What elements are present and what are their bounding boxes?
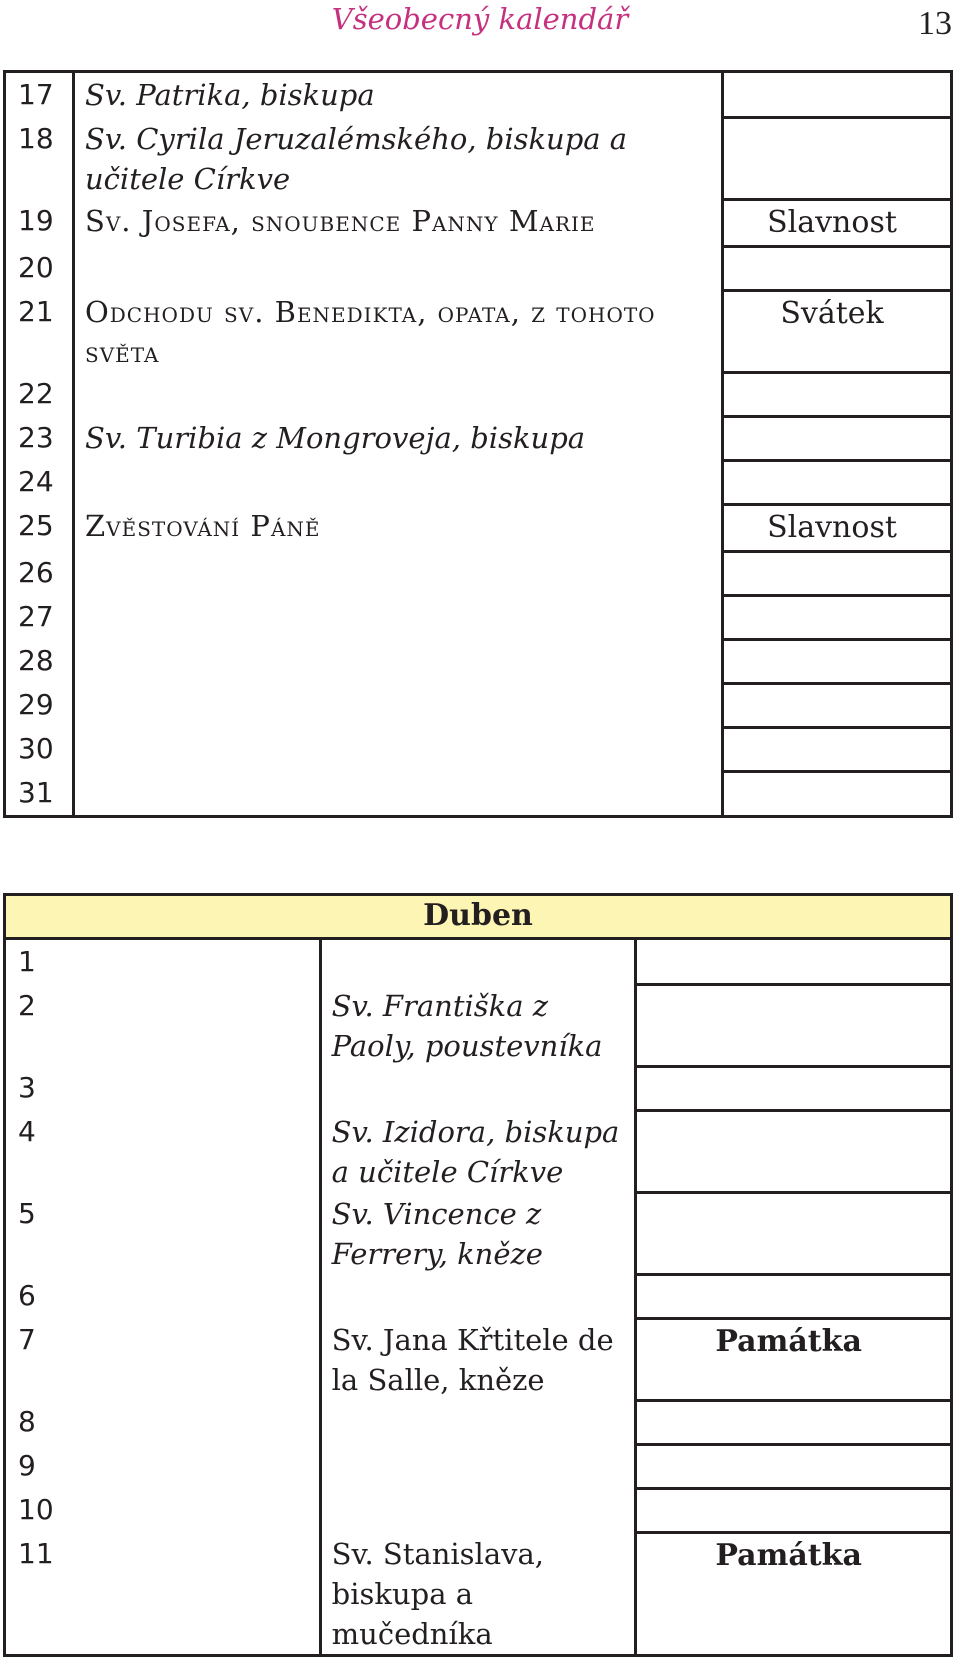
feast-name bbox=[320, 1066, 636, 1110]
day-number: 26 bbox=[5, 551, 74, 595]
calendar-row bbox=[5, 290, 952, 372]
month-header-row bbox=[5, 895, 952, 939]
feast-name bbox=[320, 1444, 636, 1488]
feast-rank bbox=[636, 1066, 952, 1110]
calendar-row bbox=[5, 372, 952, 416]
feast-rank bbox=[723, 416, 952, 460]
feast-rank bbox=[723, 683, 952, 727]
calendar-row bbox=[5, 504, 952, 551]
calendar-row bbox=[5, 1488, 952, 1532]
day-number: 31 bbox=[5, 771, 74, 817]
feast-rank bbox=[723, 771, 952, 817]
day-number: 23 bbox=[5, 416, 74, 460]
month-name: Duben bbox=[5, 895, 952, 939]
calendar-row bbox=[5, 551, 952, 595]
feast-name: Sv. Josefa, snoubence Panny Marie bbox=[74, 199, 723, 246]
feast-name bbox=[74, 551, 723, 595]
feast-name bbox=[320, 1488, 636, 1532]
day-number: 11 bbox=[5, 1532, 321, 1656]
calendar-row bbox=[5, 595, 952, 639]
feast-rank bbox=[723, 372, 952, 416]
day-number: 17 bbox=[5, 72, 74, 118]
calendar-row bbox=[5, 1066, 952, 1110]
day-number: 5 bbox=[5, 1192, 321, 1274]
calendar-row bbox=[5, 683, 952, 727]
feast-name bbox=[320, 939, 636, 985]
calendar-row bbox=[5, 199, 952, 246]
feast-rank: Slavnost bbox=[723, 504, 952, 551]
feast-rank bbox=[636, 1400, 952, 1444]
feast-rank bbox=[723, 117, 952, 199]
feast-name bbox=[320, 1274, 636, 1318]
day-number: 1 bbox=[5, 939, 321, 985]
day-number: 20 bbox=[5, 246, 74, 290]
feast-rank bbox=[636, 1444, 952, 1488]
feast-rank: Památka bbox=[636, 1318, 952, 1400]
feast-rank bbox=[636, 939, 952, 985]
calendar-row bbox=[5, 984, 952, 1066]
feast-name bbox=[74, 683, 723, 727]
calendar-row bbox=[5, 1192, 952, 1274]
feast-name: Sv. Turibia z Mongroveja, biskupa bbox=[74, 416, 723, 460]
day-number: 8 bbox=[5, 1400, 321, 1444]
calendar-row bbox=[5, 771, 952, 817]
feast-rank bbox=[636, 1488, 952, 1532]
feast-name bbox=[74, 460, 723, 504]
feast-name: Zvěstování Páně bbox=[74, 504, 723, 551]
day-number: 7 bbox=[5, 1318, 321, 1400]
day-number: 19 bbox=[5, 199, 74, 246]
calendar-row bbox=[5, 1532, 952, 1656]
feast-rank bbox=[723, 727, 952, 771]
feast-rank bbox=[723, 72, 952, 118]
calendar-row bbox=[5, 416, 952, 460]
feast-rank bbox=[723, 246, 952, 290]
feast-name: Sv. Jana Křtitele de la Salle, kněze bbox=[320, 1318, 636, 1400]
day-number: 3 bbox=[5, 1066, 321, 1110]
calendar-row bbox=[5, 1110, 952, 1192]
feast-name: Sv. Stanislava, biskupa a mučedníka bbox=[320, 1532, 636, 1656]
feast-name bbox=[74, 372, 723, 416]
feast-name: Sv. Izidora, biskupa a učitele Církve bbox=[320, 1110, 636, 1192]
day-number: 6 bbox=[5, 1274, 321, 1318]
calendar-row bbox=[5, 1444, 952, 1488]
day-number: 21 bbox=[5, 290, 74, 372]
feast-name bbox=[74, 639, 723, 683]
day-number: 18 bbox=[5, 117, 74, 199]
feast-name bbox=[74, 595, 723, 639]
feast-rank bbox=[636, 1192, 952, 1274]
calendar-row bbox=[5, 72, 952, 118]
day-number: 25 bbox=[5, 504, 74, 551]
feast-rank: Svátek bbox=[723, 290, 952, 372]
calendar-row bbox=[5, 939, 952, 985]
april-calendar-table bbox=[3, 893, 953, 1657]
calendar-row bbox=[5, 727, 952, 771]
feast-rank bbox=[636, 1274, 952, 1318]
feast-rank bbox=[723, 460, 952, 504]
day-number: 22 bbox=[5, 372, 74, 416]
march-calendar-table bbox=[3, 70, 953, 818]
feast-rank bbox=[636, 984, 952, 1066]
feast-rank bbox=[636, 1110, 952, 1192]
day-number: 28 bbox=[5, 639, 74, 683]
day-number: 29 bbox=[5, 683, 74, 727]
page-number: 13 bbox=[918, 5, 952, 42]
feast-rank bbox=[723, 639, 952, 683]
day-number: 9 bbox=[5, 1444, 321, 1488]
calendar-row bbox=[5, 460, 952, 504]
calendar-row bbox=[5, 639, 952, 683]
feast-name: Sv. Vincence z Ferrery, kněze bbox=[320, 1192, 636, 1274]
day-number: 4 bbox=[5, 1110, 321, 1192]
feast-name: Odchodu sv. Benedikta, opata, z tohoto světa bbox=[74, 290, 723, 372]
calendar-row bbox=[5, 117, 952, 199]
calendar-row bbox=[5, 246, 952, 290]
feast-name: Sv. Františka z Paoly, poustevníka bbox=[320, 984, 636, 1066]
calendar-row bbox=[5, 1274, 952, 1318]
day-number: 30 bbox=[5, 727, 74, 771]
feast-rank bbox=[723, 551, 952, 595]
feast-name bbox=[74, 727, 723, 771]
day-number: 10 bbox=[5, 1488, 321, 1532]
day-number: 24 bbox=[5, 460, 74, 504]
feast-name: Sv. Cyrila Jeruzalémského, biskupa a učitele Církve bbox=[74, 117, 723, 199]
feast-name bbox=[74, 771, 723, 817]
feast-name: Sv. Patrika, biskupa bbox=[74, 72, 723, 118]
feast-name bbox=[320, 1400, 636, 1444]
page-header-title: Všeobecný kalendář bbox=[331, 2, 629, 36]
feast-name bbox=[74, 246, 723, 290]
day-number: 2 bbox=[5, 984, 321, 1066]
calendar-row bbox=[5, 1318, 952, 1400]
day-number: 27 bbox=[5, 595, 74, 639]
feast-rank: Památka bbox=[636, 1532, 952, 1656]
feast-rank bbox=[723, 595, 952, 639]
calendar-row bbox=[5, 1400, 952, 1444]
feast-rank: Slavnost bbox=[723, 199, 952, 246]
